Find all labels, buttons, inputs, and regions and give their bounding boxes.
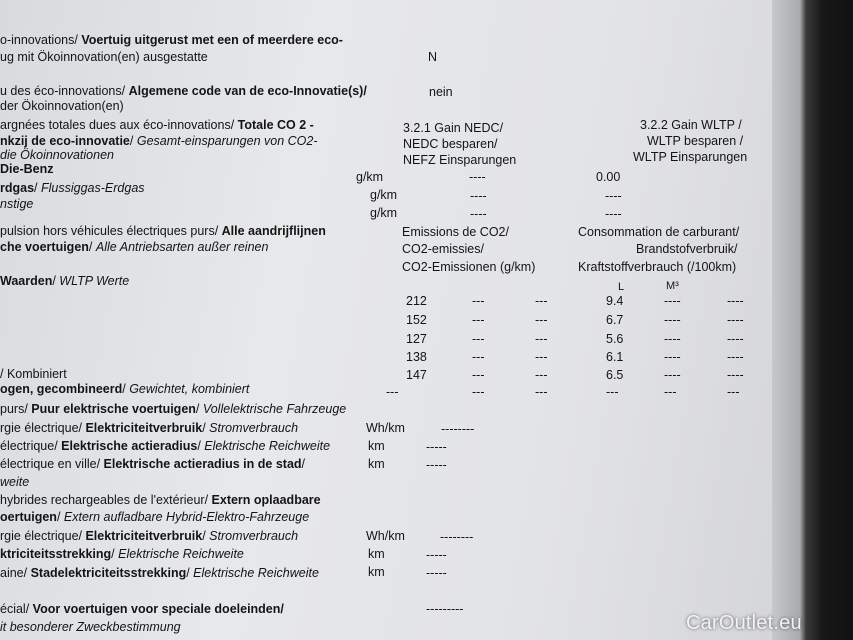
label-segment: WLTP Werte <box>59 274 130 288</box>
special-purpose-value: --------- <box>426 602 464 616</box>
eco-code-value: nein <box>429 85 453 99</box>
label-line <box>0 602 284 616</box>
fuel-row-unit: g/km <box>370 188 398 202</box>
emission-header-line2: CO2-emissies/ <box>402 242 484 256</box>
label-segment: Alle Antriebsarten außer reinen <box>95 240 269 254</box>
col-empty-2: --- <box>472 350 485 364</box>
fuel-l-value: 6.7 <box>606 313 624 327</box>
label-segment: weite <box>0 475 30 489</box>
fuel-l-value: 9.4 <box>606 294 624 308</box>
col-empty-2: --- <box>472 313 485 327</box>
label-segment: ktriciteitsstrekking <box>0 547 112 561</box>
wltp-header-line2: WLTP besparen / <box>647 134 744 148</box>
label-segment: Vollelektrische Fahrzeuge <box>202 402 347 416</box>
label-line <box>0 493 321 507</box>
label-segment: ug mit Ökoinnovation(en) ausgestatte <box>0 50 208 64</box>
label-segment: écial/ <box>0 602 33 616</box>
fuel-row-nedc: ---- <box>469 170 486 184</box>
fuel-m3-value: ---- <box>664 368 681 382</box>
label-line <box>0 547 244 561</box>
ev-range-unit: km <box>368 439 385 453</box>
label-segment: u des éco-innovations/ <box>0 84 129 98</box>
co2-value: --- <box>386 385 399 399</box>
label-segment: rdgas <box>0 181 35 195</box>
nedc-header-line1: 3.2.1 Gain NEDC/ <box>403 121 504 135</box>
label-segment: électrique en ville/ <box>0 457 104 471</box>
label-segment: Elektriciteitverbruik <box>85 529 203 543</box>
label-segment: oertuigen <box>0 510 57 524</box>
label-segment: rgie électrique/ <box>0 529 86 543</box>
label-segment: / <box>34 181 41 195</box>
label-segment: ogen, gecombineerd <box>0 382 123 396</box>
fuel-m3-value: --- <box>664 385 677 399</box>
label-segment: / Kombiniert <box>0 367 67 381</box>
label-segment: Elektrische actieradius in de stad <box>103 457 302 471</box>
col-empty-3: --- <box>535 294 548 308</box>
label-segment: / <box>197 439 205 453</box>
label-segment: hybrides rechargeables de l'extérieur/ <box>0 493 212 507</box>
label-segment: / <box>301 457 306 471</box>
emission-header-line3: CO2-Emissionen (g/km) <box>402 260 536 274</box>
label-segment: / <box>52 274 60 288</box>
label-segment: purs/ <box>0 402 32 416</box>
wltp-header-line1: 3.2.2 Gain WLTP / <box>640 118 742 132</box>
label-line <box>0 197 33 211</box>
label-line <box>0 118 314 132</box>
ev-city-range-value: ----- <box>426 458 447 472</box>
fuel-row-wltp: ---- <box>605 207 622 221</box>
col-empty-3: --- <box>535 368 548 382</box>
col-empty-2: --- <box>472 385 485 399</box>
label-line <box>0 99 124 113</box>
ev-consumption-value: -------- <box>441 422 475 436</box>
col-empty-3: --- <box>535 350 548 364</box>
co2-value: 147 <box>406 368 427 382</box>
fuel-row-nedc: ---- <box>470 189 487 203</box>
nedc-header-line3: NEFZ Einsparungen <box>403 153 517 167</box>
label-segment: die Ökoinnovationen <box>0 148 114 162</box>
fuel-row-unit: g/km <box>370 206 398 220</box>
col-empty-6: --- <box>727 385 740 399</box>
label-segment: der Ökoinnovation(en) <box>0 99 124 113</box>
label-segment: / <box>111 547 119 561</box>
label-segment: Waarden <box>0 274 53 288</box>
label-segment: / <box>56 510 64 524</box>
eco-innovation-value: N <box>428 50 438 64</box>
label-segment: / <box>202 529 210 543</box>
col-empty-6: ---- <box>727 294 744 308</box>
label-segment: Puur elektrische voertuigen <box>31 402 196 416</box>
label-segment: Gesamt-einsparungen von CO2- <box>136 134 318 148</box>
ev-consumption-unit: Wh/km <box>366 421 405 435</box>
label-segment: Die-Benz <box>0 162 54 176</box>
consumption-header-line3: Kraftstoffverbrauch (/100km) <box>578 260 737 274</box>
label-segment: aine/ <box>0 566 31 580</box>
label-segment: Elektriciteitverbruik <box>85 421 203 435</box>
label-line <box>0 382 249 396</box>
co2-value: 152 <box>406 313 427 327</box>
fuel-l-value: --- <box>606 385 619 399</box>
label-segment: électrique/ <box>0 439 62 453</box>
label-line <box>0 367 67 381</box>
label-segment: Stromverbrauch <box>209 421 299 435</box>
fuel-m3-value: ---- <box>664 350 681 364</box>
label-segment: Stadelektriciteitsstrekking <box>30 566 187 580</box>
label-segment: / <box>186 566 194 580</box>
co2-value: 212 <box>406 294 427 308</box>
label-segment: rgie électrique/ <box>0 421 86 435</box>
label-line <box>0 274 129 288</box>
fuel-row-wltp: ---- <box>605 189 622 203</box>
fuel-l-value: 6.5 <box>606 368 624 382</box>
label-segment: argnées totales dues aux éco-innovations/ <box>0 118 238 132</box>
unit-m3-label: M³ <box>666 280 679 292</box>
label-line <box>0 529 298 543</box>
fuel-l-value: 6.1 <box>606 350 624 364</box>
label-line <box>0 439 330 453</box>
label-line <box>0 566 319 580</box>
col-empty-3: --- <box>535 313 548 327</box>
col-empty-2: --- <box>472 294 485 308</box>
label-line <box>0 134 318 148</box>
phev-consumption-unit: Wh/km <box>366 529 405 543</box>
label-line <box>0 224 326 238</box>
fuel-row-nedc: ---- <box>470 207 487 221</box>
label-segment: Elektrische actieradius <box>61 439 198 453</box>
label-segment: Flussiggas-Erdgas <box>41 181 145 195</box>
consumption-header-line1: Consommation de carburant/ <box>578 225 740 239</box>
label-segment: / <box>129 134 137 148</box>
label-line <box>0 475 29 489</box>
phev-range-unit: km <box>368 547 385 561</box>
col-empty-2: --- <box>472 332 485 346</box>
fuel-row-wltp: 0.00 <box>596 170 621 184</box>
fuel-m3-value: ---- <box>664 294 681 308</box>
col-empty-6: ---- <box>727 313 744 327</box>
label-line <box>0 240 268 254</box>
label-segment: Elektrische Reichweite <box>118 547 244 561</box>
watermark: CarOutlet.eu <box>686 612 802 634</box>
ev-range-value: ----- <box>426 440 447 454</box>
label-segment: it besonderer Zweckbestimmung <box>0 620 181 634</box>
label-line <box>0 181 145 195</box>
unit-l-label: L <box>618 281 625 293</box>
label-segment: / <box>122 382 130 396</box>
fuel-m3-value: ---- <box>664 313 681 327</box>
label-segment: Voertuig uitgerust met een of meerdere eco- <box>81 33 343 47</box>
label-line <box>0 84 367 98</box>
label-line <box>0 50 208 64</box>
label-line <box>0 148 114 162</box>
label-segment: Totale CO 2 - <box>237 118 314 132</box>
fuel-m3-value: ---- <box>664 332 681 346</box>
label-segment: Elektrische Reichweite <box>204 439 331 453</box>
phev-consumption-value: -------- <box>440 530 474 544</box>
phev-range-value: ----- <box>426 548 447 562</box>
label-segment: nkzij de eco-innovatie <box>0 134 130 148</box>
label-segment: Voor voertuigen voor speciale doeleinden/ <box>32 602 284 616</box>
label-segment: che voertuigen <box>0 240 89 254</box>
col-empty-6: ---- <box>727 332 744 346</box>
fuel-row-unit: g/km <box>356 170 384 184</box>
label-line <box>0 33 343 47</box>
label-line <box>0 402 346 416</box>
phev-city-range-unit: km <box>368 565 385 579</box>
nedc-header-line2: NEDC besparen/ <box>403 137 498 151</box>
wltp-header-line3: WLTP Einsparungen <box>633 150 748 164</box>
label-segment: Extern oplaadbare <box>211 493 321 507</box>
label-line <box>0 421 298 435</box>
label-segment: / <box>88 240 96 254</box>
col-empty-3: --- <box>535 332 548 346</box>
label-segment: Extern aufladbare Hybrid-Elektro-Fahrzeuge <box>63 510 310 524</box>
fuel-l-value: 5.6 <box>606 332 624 346</box>
label-segment: o-innovations/ <box>0 33 82 47</box>
label-segment: Gewichtet, kombiniert <box>129 382 250 396</box>
consumption-header-line2: Brandstofverbruik/ <box>636 242 738 256</box>
col-empty-6: ---- <box>727 368 744 382</box>
label-segment: Elektrische Reichweite <box>193 566 319 580</box>
col-empty-3: --- <box>535 385 548 399</box>
page-edge-shadow <box>772 0 853 640</box>
label-segment: pulsion hors véhicules électriques purs/ <box>0 224 222 238</box>
ev-city-range-unit: km <box>368 457 385 471</box>
label-segment: / <box>202 421 210 435</box>
label-segment: Alle aandrijflijnen <box>221 224 326 238</box>
label-line <box>0 162 53 176</box>
phev-city-range-value: ----- <box>426 566 447 580</box>
label-line <box>0 620 181 634</box>
label-line <box>0 457 305 471</box>
label-segment: / <box>195 402 203 416</box>
label-segment: Algemene code van de eco-Innovatie(s)/ <box>128 84 367 98</box>
label-segment: nstige <box>0 197 34 211</box>
label-line <box>0 510 309 524</box>
emission-header-line1: Emissions de CO2/ <box>402 225 509 239</box>
col-empty-6: ---- <box>727 350 744 364</box>
co2-value: 127 <box>406 332 427 346</box>
col-empty-2: --- <box>472 368 485 382</box>
co2-value: 138 <box>406 350 427 364</box>
label-segment: Stromverbrauch <box>209 529 299 543</box>
